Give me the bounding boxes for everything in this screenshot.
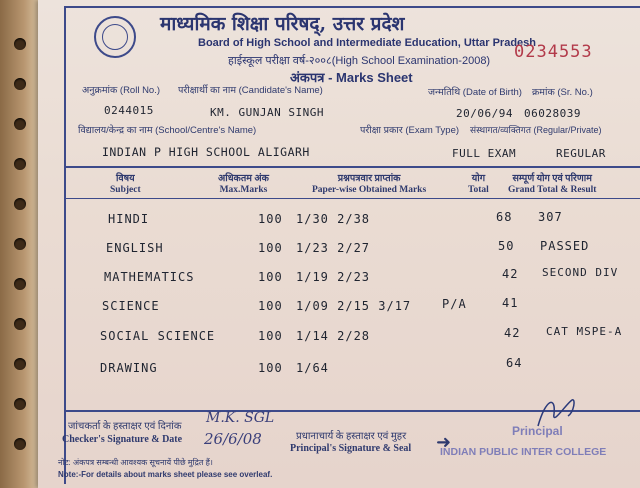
col-obtained bbox=[312, 174, 426, 196]
checker-label: Checker's Signature & Date bbox=[62, 434, 183, 445]
punch-hole bbox=[14, 278, 26, 290]
paper-marks: 1/64 bbox=[296, 361, 329, 375]
sheet-title: अंकपत्र - Marks Sheet bbox=[290, 70, 413, 85]
punch-hole bbox=[14, 358, 26, 370]
marks-sheet bbox=[38, 0, 640, 488]
exam-type-label: परीक्षा प्रकार (Exam Type) bbox=[360, 125, 460, 136]
board-title: Board of High School and Intermediate Education, Uttar Pradesh bbox=[198, 37, 536, 49]
subject-name: ENGLISH bbox=[106, 241, 164, 255]
note-hindi: नोट: अंकपत्र सम्बन्धी आवश्यक सूचनायें पीछे मुद्रित हैं। bbox=[58, 458, 213, 467]
school-label: विद्यालय/केन्द्र का नाम (School/Centre's Name) bbox=[78, 125, 257, 136]
col-total-hi: योग bbox=[471, 174, 486, 184]
absent-mark: P/A bbox=[442, 297, 467, 311]
subject-name: MATHEMATICS bbox=[104, 270, 195, 284]
divider bbox=[64, 198, 640, 199]
punch-hole bbox=[14, 198, 26, 210]
max-marks: 100 bbox=[258, 299, 283, 313]
col-total-en: Total bbox=[468, 185, 489, 195]
result-value: CAT MSPE-A bbox=[546, 325, 623, 338]
board-logo-icon bbox=[94, 16, 136, 58]
col-total bbox=[468, 174, 489, 196]
roll-label: अनुक्रमांक (Roll No.) bbox=[82, 85, 161, 96]
subject-total: 50 bbox=[498, 239, 515, 253]
stamp-school: INDIAN PUBLIC INTER COLLEGE bbox=[440, 446, 607, 458]
subject-total: 42 bbox=[502, 267, 519, 281]
serial-number: 0234553 bbox=[514, 42, 593, 62]
binder-strip bbox=[0, 0, 40, 488]
regular-private: REGULAR bbox=[556, 147, 606, 160]
punch-hole bbox=[14, 398, 26, 410]
col-subject-en: Subject bbox=[110, 185, 141, 195]
col-subject-hi: विषय bbox=[115, 174, 135, 184]
max-marks: 100 bbox=[258, 241, 283, 255]
subject-total: 68 bbox=[496, 210, 513, 224]
max-marks: 100 bbox=[258, 361, 283, 375]
paper-marks: 1/23 2/27 bbox=[296, 241, 371, 255]
exam-title: हाईस्कूल परीक्षा वर्ष-२००८(High School Examination-2008) bbox=[228, 55, 491, 67]
result-value: PASSED bbox=[540, 239, 590, 253]
punch-hole bbox=[14, 78, 26, 90]
paper-marks: 1/30 2/38 bbox=[296, 212, 371, 226]
result-value: SECOND DIV bbox=[542, 266, 619, 279]
divider bbox=[64, 166, 640, 168]
dob-label: जन्मतिथि (Date of Birth) bbox=[428, 87, 522, 98]
subject-total: 41 bbox=[502, 296, 519, 310]
subject-name: SCIENCE bbox=[102, 299, 160, 313]
result-value: 307 bbox=[538, 210, 563, 224]
max-marks: 100 bbox=[258, 329, 283, 343]
checker-signature: M.K. SGL bbox=[206, 410, 275, 426]
note-english: Note:-For details about marks sheet please see overleaf. bbox=[58, 470, 273, 479]
col-grand-hi: सम्पूर्ण योग एवं परिणाम bbox=[512, 174, 592, 184]
punch-hole bbox=[14, 318, 26, 330]
paper-marks: 1/19 2/23 bbox=[296, 270, 371, 284]
srno-label: क्रमांक (Sr. No.) bbox=[532, 87, 593, 98]
max-marks: 100 bbox=[258, 270, 283, 284]
board-title-hindi: माध्यमिक शिक्षा परिषद्, उत्तर प्रदेश bbox=[160, 13, 405, 35]
col-max-en: Max.Marks bbox=[219, 185, 268, 195]
regular-label: संस्थागत/व्यक्तिगत (Regular/Private) bbox=[470, 125, 602, 135]
arrow-icon: ➜ bbox=[436, 432, 452, 453]
candidate-name: KM. GUNJAN SINGH bbox=[210, 106, 324, 119]
col-obtained-en: Paper-wise Obtained Marks bbox=[312, 185, 427, 195]
col-max bbox=[218, 174, 269, 196]
col-max-hi: अधिकतम अंक bbox=[218, 174, 269, 184]
roll-number: 0244015 bbox=[104, 104, 154, 117]
max-marks: 100 bbox=[258, 212, 283, 226]
paper-marks: 1/14 2/28 bbox=[296, 329, 371, 343]
checker-date: 26/6/08 bbox=[204, 430, 262, 448]
punch-hole bbox=[14, 238, 26, 250]
exam-type: FULL EXAM bbox=[452, 147, 517, 160]
stamp-principal: Principal bbox=[512, 424, 563, 438]
name-label: परीक्षार्थी का नाम (Candidate's Name) bbox=[178, 85, 323, 96]
subject-name: HINDI bbox=[108, 212, 150, 226]
punch-hole bbox=[14, 38, 26, 50]
sr-number: 06028039 bbox=[524, 107, 581, 120]
paper-marks: 1/09 2/15 3/17 bbox=[296, 299, 412, 313]
punch-hole bbox=[14, 438, 26, 450]
punch-hole bbox=[14, 118, 26, 130]
subject-name: DRAWING bbox=[100, 361, 158, 375]
principal-label: Principal's Signature & Seal bbox=[290, 443, 412, 454]
col-subject bbox=[110, 174, 141, 196]
col-obtained-hi: प्रश्नपत्रवार प्राप्तांक bbox=[337, 174, 401, 184]
date-of-birth: 20/06/94 bbox=[456, 107, 513, 120]
punch-hole bbox=[14, 158, 26, 170]
principal-label-hindi: प्रधानाचार्य के हस्ताक्षर एवं मुहर bbox=[296, 431, 407, 442]
subject-total: 64 bbox=[506, 356, 523, 370]
subject-name: SOCIAL SCIENCE bbox=[100, 329, 216, 343]
col-grand-en: Grand Total & Result bbox=[508, 185, 597, 195]
checker-label-hindi: जांचकर्ता के हस्ताक्षर एवं दिनांक bbox=[68, 421, 182, 432]
school-name: INDIAN P HIGH SCHOOL ALIGARH bbox=[102, 145, 310, 159]
col-grand bbox=[508, 174, 596, 196]
subject-total: 42 bbox=[504, 326, 521, 340]
